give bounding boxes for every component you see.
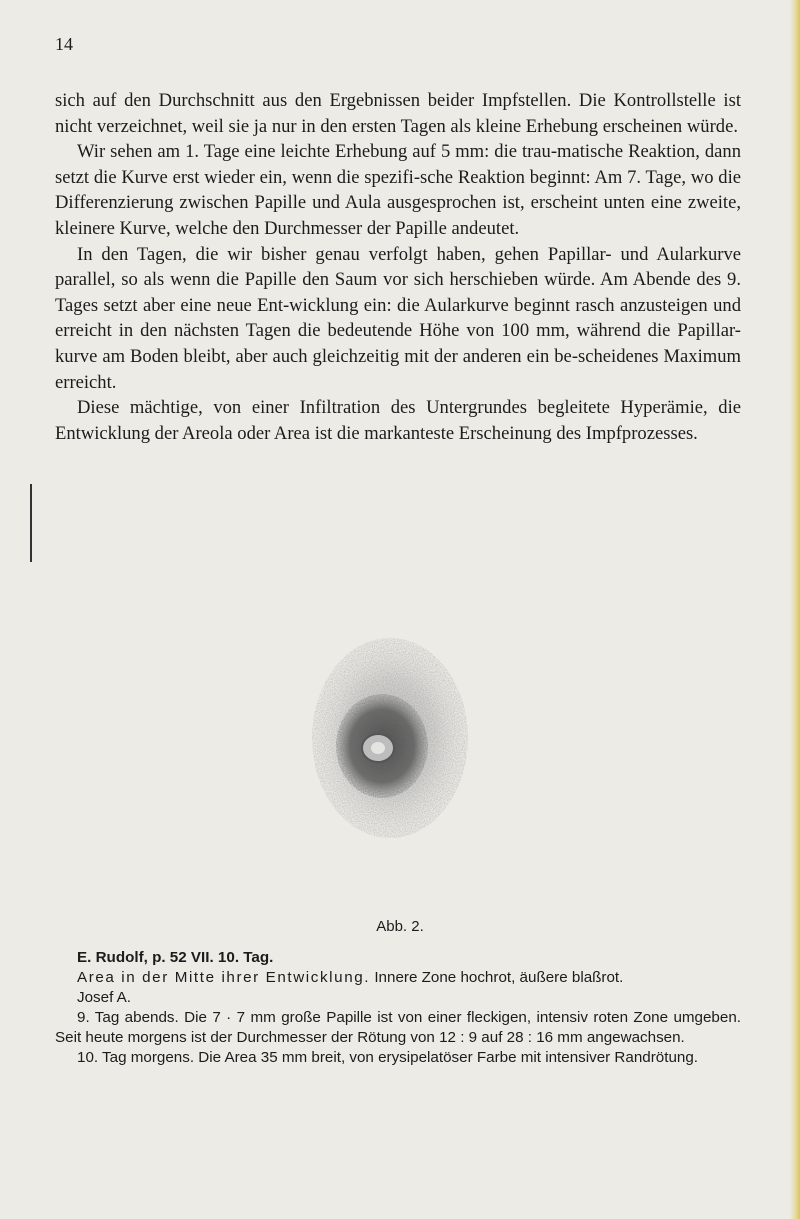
paragraph-2: Wir sehen am 1. Tage eine leichte Erhebung auf 5 mm: die trau-matische Reaktion, dann setzt die Kurve erst wieder ein, wenn die spezifi-sche Reaktion beginnt: Am 7. Tage, wo die Differenzierung zwischen Papille und Aula ausgesprochen ist, erscheint unten eine zweite, kleinere Kurve, welche den Durchmesser der Papille andeutet. [55,141,741,239]
paragraph-3: In den Tagen, die wir bisher genau verfolgt haben, gehen Papillar- und Aularkurve parallel, so als wenn die Papille den Saum vor sich herschieben würde. Am Abende des 9. Tages setzt aber eine neue Ent-wicklung ein: die Aularkurve beginnt rasch anzusteigen und erreicht in den nächsten Tagen die bedeutende Höhe von 100 mm, während die Papillar-kurve am Boden bleibt, aber auch gleichzeitig mit der anderen ein be-scheidenes Maximum erreicht. [55,243,741,393]
figure-notes [55,948,741,1068]
notes-subtitle-spaced: Area in der Mitte ihrer Entwicklung. [77,969,371,986]
paragraph-1: sich auf den Durchschnitt aus den Ergebnissen beider Impfstellen. Die Kontrollstelle ist nicht verzeichnet, weil sie ja nur in den ersten Tagen als kleine Erhebung erscheinen würde. [55,90,741,137]
notes-day9: 9. Tag abends. Die 7 · 7 mm große Papille ist von einer fleckigen, intensiv roten Zone umgeben. Seit heute morgens ist der Durchmesser der Rötung von 12 : 9 auf 28 : 16 mm angewachsen. [55,1009,741,1046]
page-number: 14 [55,34,73,54]
notes-subtitle-rest: Innere Zone hochrot, äußere blaßrot. [370,969,624,986]
notes-subtitle [55,968,741,988]
notes-title-text: E. Rudolf, p. 52 VII. 10. Tag. [77,949,274,966]
papilla-center [371,742,385,754]
figure-label: Abb. 2. [376,918,424,935]
vaccination-area-illustration [290,628,490,858]
paragraph-4: Diese mächtige, von einer Infiltration des Untergrundes begleitete Hyperämie, die Entwicklung der Areola oder Area ist die markanteste Erscheinung des Impfprozesses. [55,397,741,444]
body-text [55,88,741,446]
notes-title [55,948,741,968]
notes-name: Josef A. [77,989,132,1006]
notes-day10: 10. Tag morgens. Die Area 35 mm breit, von erysipelatöser Farbe mit intensiver Randrötung. [77,1049,699,1066]
page-edge [790,0,800,1219]
margin-mark [30,484,32,562]
